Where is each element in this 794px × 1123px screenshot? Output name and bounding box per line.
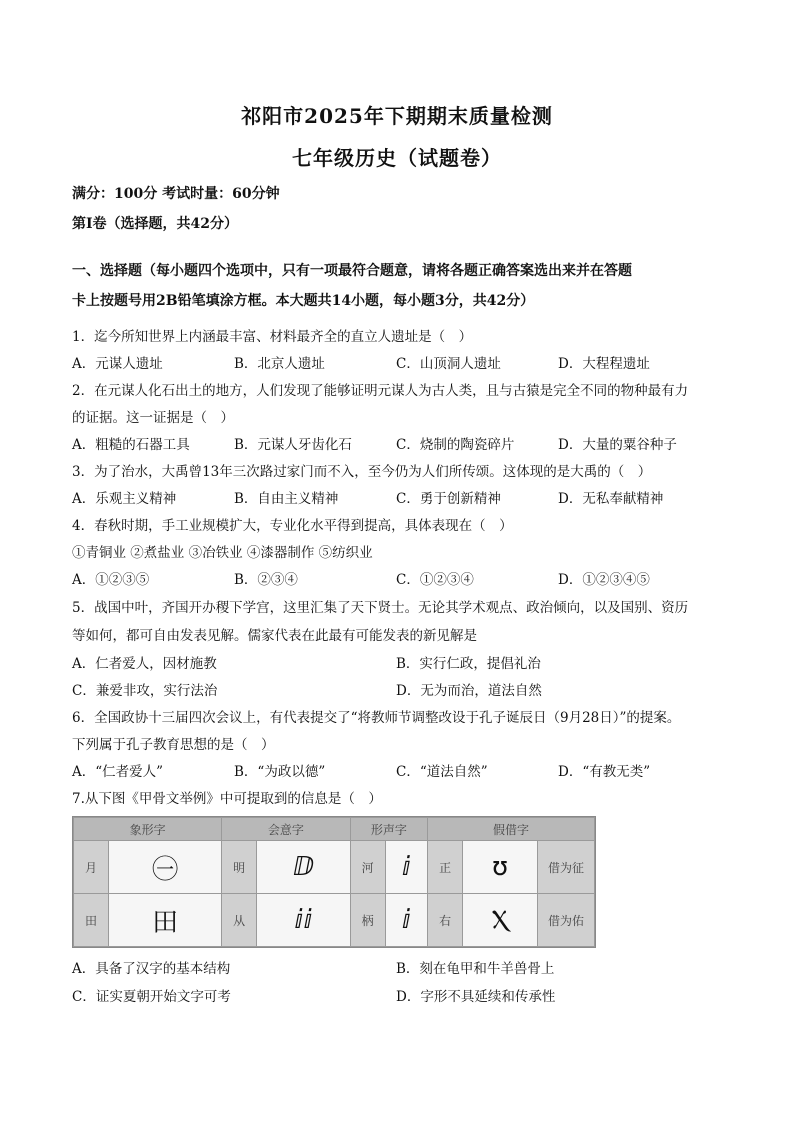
exam-title: 祁阳市2025年下期期末质量检测 xyxy=(241,104,553,128)
q4-option-d: D．①②③④⑤ xyxy=(558,572,650,588)
loan-note: 借为征 xyxy=(538,841,595,894)
char-label: 明 xyxy=(222,841,257,894)
exam-subtitle: 七年级历史（试题卷） xyxy=(292,146,502,170)
q1-option-b: B．北京人遗址 xyxy=(234,356,325,372)
char-label: 从 xyxy=(222,894,257,947)
q4-option-c: C．①②③④ xyxy=(396,572,474,588)
header-loan: 假借字 xyxy=(428,818,595,841)
q3-option-a: A．乐观主义精神 xyxy=(72,491,177,507)
q6-option-b: B．“为政以德” xyxy=(234,764,326,780)
q4-option-b: B．②③④ xyxy=(234,572,298,588)
q2-option-d: D．大量的粟谷种子 xyxy=(558,437,677,453)
char-label: 正 xyxy=(428,841,463,894)
q6-option-c: C．“道法自然” xyxy=(396,764,488,780)
oracle-glyph: Ⲭ xyxy=(463,894,538,947)
q3-stem: 3．为了治水，大禹曾13年三次路过家门而不入，至今仍为人们所传颂。这体现的是大禹的（ ） xyxy=(72,464,652,480)
q1-option-c: C．山顶洞人遗址 xyxy=(396,356,501,372)
oracle-glyph: ⅈⅈ xyxy=(257,894,350,947)
char-label: 右 xyxy=(428,894,463,947)
header-ideographic: 会意字 xyxy=(222,818,350,841)
q7-option-c: C．证实夏朝开始文字可考 xyxy=(72,989,231,1005)
section-instruction-1: 一、选择题（每小题四个选项中，只有一项最符合题意，请将各题正确答案选出来并在答题 xyxy=(72,263,632,279)
section-instruction-2: 卡上按题号用2B铅笔填涂方框。本大题共14小题，每小题3分，共42分） xyxy=(72,293,535,309)
q7-option-d: D．字形不具延续和传承性 xyxy=(396,989,556,1005)
loan-note: 借为佑 xyxy=(538,894,595,947)
q6-stem-2: 下列属于孔子教育思想的是（ ） xyxy=(72,737,275,753)
q3-option-c: C．勇于创新精神 xyxy=(396,491,501,507)
q2-option-c: C．烧制的陶瓷碎片 xyxy=(396,437,515,453)
q4-items: ①青铜业 ②煮盐业 ③冶铁业 ④漆器制作 ⑤纺织业 xyxy=(72,545,373,561)
q5-option-a: A．仁者爱人，因材施教 xyxy=(72,656,217,672)
char-label: 月 xyxy=(74,841,109,894)
q1-option-a: A．元谋人遗址 xyxy=(72,356,163,372)
exam-meta: 满分：100分 考试时量：60分钟 xyxy=(72,186,280,202)
q2-option-b: B．元谋人牙齿化石 xyxy=(234,437,352,453)
q1-stem: 1．迄今所知世界上内涵最丰富、材料最齐全的直立人遗址是（ ） xyxy=(72,329,473,345)
q4-stem: 4．春秋时期，手工业规模扩大，专业化水平得到提高，具体表现在（ ） xyxy=(72,518,513,534)
oracle-glyph: ʊ xyxy=(463,841,538,894)
q6-stem-1: 6．全国政协十三届四次会议上，有代表提交了“将教师节调整改设于孔子诞辰日（9月28日）”的提案。 xyxy=(72,710,681,726)
char-label: 河 xyxy=(350,841,385,894)
char-label: 柄 xyxy=(350,894,385,947)
q5-stem-2: 等如何，都可自由发表见解。儒家代表在此最有可能发表的新见解是 xyxy=(72,628,477,644)
header-pictographic: 象形字 xyxy=(74,818,222,841)
q5-stem-1: 5．战国中叶，齐国开办稷下学宫，这里汇集了天下贤士。无论其学术观点、政治倾向，以及国别、资历 xyxy=(72,600,689,616)
q2-stem-2: 的证据。这一证据是（ ） xyxy=(72,410,234,426)
q5-option-d: D．无为而治，道法自然 xyxy=(396,683,542,699)
q6-option-d: D．“有教无类” xyxy=(558,764,651,780)
q5-option-b: B．实行仁政，提倡礼治 xyxy=(396,656,541,672)
q2-stem-1: 2．在元谋人化石出土的地方，人们发现了能够证明元谋人为古人类，且与古猿是完全不同的物种最有力 xyxy=(72,383,689,399)
q1-option-d: D．大程程遗址 xyxy=(558,356,650,372)
oracle-glyph: ⅅ xyxy=(257,841,350,894)
char-label: 田 xyxy=(74,894,109,947)
oracle-glyph: ⅈ xyxy=(385,841,427,894)
header-phonetic: 形声字 xyxy=(350,818,427,841)
q2-option-a: A．粗糙的石器工具 xyxy=(72,437,190,453)
part-heading: 第Ⅰ卷（选择题，共42分） xyxy=(72,216,239,232)
q7-option-a: A．具备了汉字的基本结构 xyxy=(72,961,231,977)
q6-option-a: A．“仁者爱人” xyxy=(72,764,164,780)
q7-option-b: B．刻在龟甲和牛羊兽骨上 xyxy=(396,961,555,977)
q5-option-c: C．兼爱非攻，实行法治 xyxy=(72,683,218,699)
oracle-glyph: 田 xyxy=(109,894,222,947)
q4-option-a: A．①②③⑤ xyxy=(72,572,150,588)
q7-stem: 7.从下图《甲骨文举例》中可提取到的信息是（ ） xyxy=(72,791,382,807)
oracle-glyph: ㊀ xyxy=(109,841,222,894)
q3-option-d: D．无私奉献精神 xyxy=(558,491,664,507)
q3-option-b: B．自由主义精神 xyxy=(234,491,339,507)
oracle-glyph: ⅈ xyxy=(385,894,427,947)
oracle-bone-script-table xyxy=(72,816,596,948)
